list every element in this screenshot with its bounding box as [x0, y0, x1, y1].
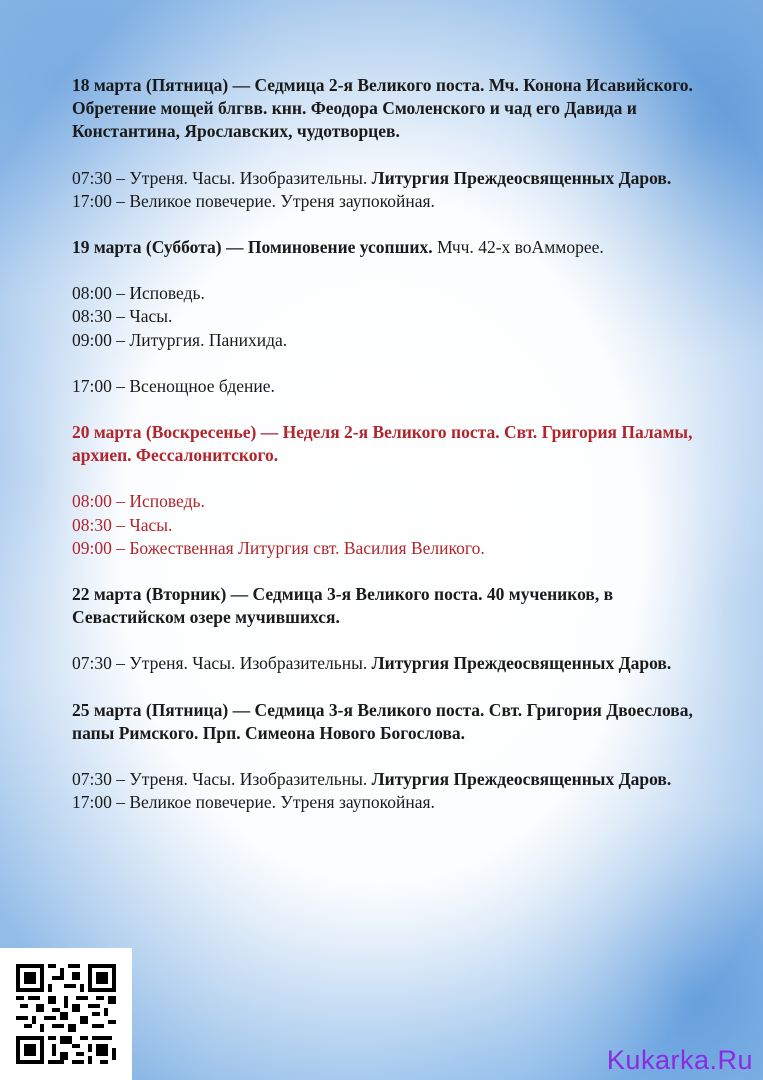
entry-heading-suffix: Мчч. 42-х воАмморее.: [432, 237, 604, 258]
entry-18-march: [72, 74, 702, 144]
entry-services: [72, 768, 702, 814]
service-line: 08:00 – Исповедь.: [72, 491, 205, 512]
entry-heading: 20 марта (Воскресенье) — Неделя 2-я Великого поста. Свт. Григория Паламы, архиеп. Фессалонитского.: [72, 422, 693, 466]
entry-services: [72, 282, 702, 352]
entry-services: [72, 652, 702, 675]
qr-code-icon: [16, 964, 116, 1064]
entry-22-march: [72, 583, 702, 629]
entry-heading: 18 марта (Пятница) — Седмица 2-я Великого поста. Мч. Конона Исавийского. Обретение мощей блгвв. кнн. Феодора Смоленского и чад его Давида и Константина, Ярославских, чудотворцев.: [72, 75, 693, 142]
entry-20-march: [72, 421, 702, 467]
schedule: [72, 74, 702, 837]
entry-services: [72, 490, 702, 560]
entry-services: [72, 375, 702, 398]
service-line: 07:30 – Утреня. Часы. Изобразительны. Литургия Преждеосвященных Даров.: [72, 167, 672, 188]
service-line: 09:00 – Литургия. Панихида.: [72, 329, 288, 350]
service-line: 17:00 – Великое повечерие. Утреня заупокойная.: [72, 190, 435, 211]
service-line: 08:00 – Исповедь.: [72, 283, 205, 304]
entry-heading: 22 марта (Вторник) — Седмица 3-я Великого поста. 40 мучеников, в Севастийском озере мучившихся.: [72, 584, 614, 628]
qr-code: [0, 948, 132, 1080]
service-line: 17:00 – Великое повечерие. Утреня заупокойная.: [72, 792, 435, 813]
watermark: Kukarka.Ru: [606, 1045, 753, 1075]
service-line: 08:30 – Часы.: [72, 306, 173, 327]
entry-25-march: [72, 699, 702, 745]
service-line: 08:30 – Часы.: [72, 514, 173, 535]
service-line: 17:00 – Всенощное бдение.: [72, 375, 275, 396]
entry-heading: 25 марта (Пятница) — Седмица 3-я Великого поста. Свт. Григория Двоеслова, папы Римского. Прп. Симеона Нового Богослова.: [72, 699, 693, 743]
service-line: 07:30 – Утреня. Часы. Изобразительны. Литургия Преждеосвященных Даров.: [72, 653, 672, 674]
entry-heading: 19 марта (Суббота) — Поминовение усопших.: [72, 237, 433, 258]
entry-19-march: [72, 236, 702, 259]
service-line: 07:30 – Утреня. Часы. Изобразительны. Литургия Преждеосвященных Даров.: [72, 769, 672, 790]
service-line: 09:00 – Божественная Литургия свт. Василия Великого.: [72, 537, 485, 558]
entry-services: [72, 167, 702, 213]
